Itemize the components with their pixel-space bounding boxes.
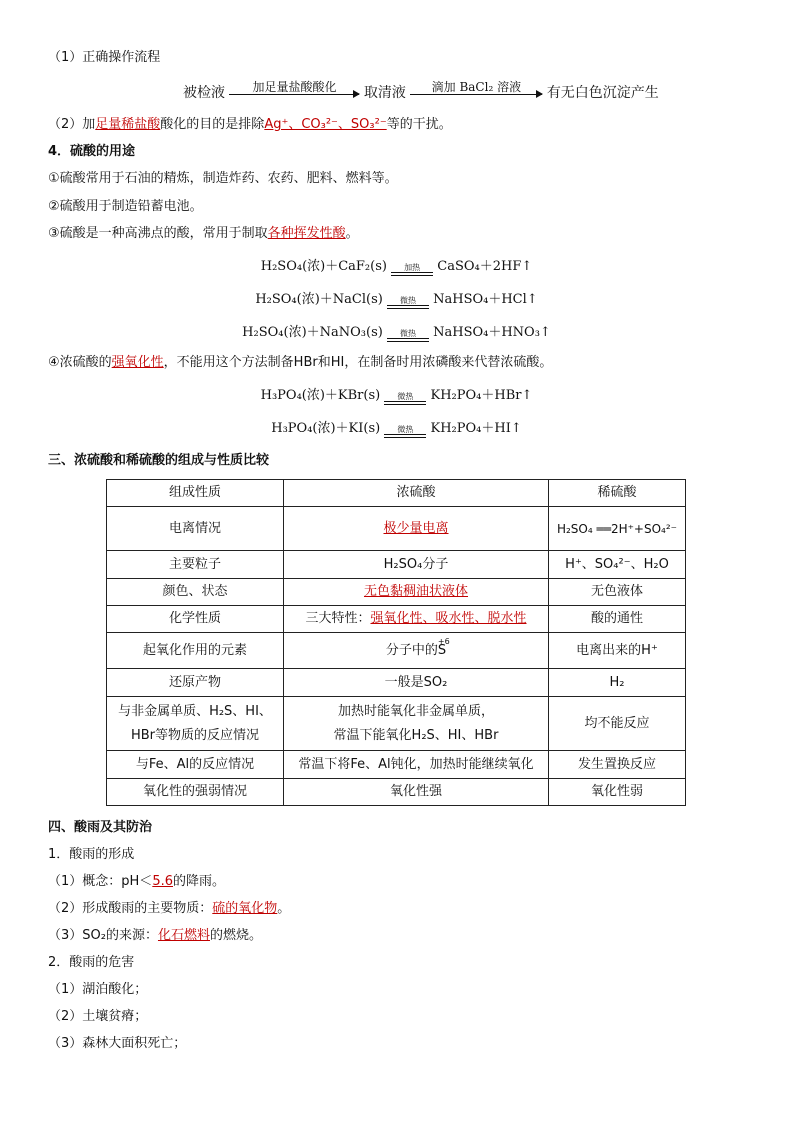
table-cell [284,579,549,606]
table-cell: 与Fe、Al的反应情况 [107,751,284,779]
l3-highlight: 化石燃料 [157,928,210,943]
operation-flow [183,80,659,102]
highlight-text: 强氧化性、吸水性、脱水性 [370,611,527,626]
eq2-condition: 微热 [399,296,416,305]
comparison-table [106,479,686,806]
eq3-condition: 微热 [399,329,416,338]
harm-item-2: （2）土壤贫瘠； [48,1009,148,1024]
item3-highlight: 各种挥发性酸 [267,226,346,241]
table-row [107,507,686,551]
eq5-right: KH₂PO₄＋HI↑ [430,421,522,436]
eq-bar [391,272,433,273]
use-item-4 [48,354,552,372]
table-cell [284,606,549,633]
eq5-left: H₃PO₄(浓)＋KI(s) [271,421,381,436]
header-cell: 稀硫酸 [549,480,686,507]
formation-item-2 [48,900,290,918]
table-cell [107,697,284,751]
use-item-3 [48,225,359,243]
table-row [107,579,686,606]
table-cell [284,507,549,551]
eq1-condition: 加热 [404,263,421,272]
table-cell: 氧化性的强弱情况 [107,779,284,806]
use-item-2: ②硫酸用于制造铅蓄电池。 [48,199,203,214]
equation-4 [0,387,793,405]
l1-pre: （1）概念：pH＜ [48,874,153,889]
step1-text: （1）正确操作流程 [48,50,161,65]
cell-line: 与非金属单质、H₂S、HI、 [118,703,272,719]
item3-pre: ③硫酸是一种高沸点的酸，常用于制取 [48,226,268,241]
eq5-arrow [384,425,426,438]
eq3-right: NaHSO₄＋HNO₃↑ [433,325,551,340]
table-cell: 发生置换反应 [549,751,686,779]
item3-post: 。 [345,226,359,241]
table-cell [284,697,549,751]
table-cell: 无色液体 [549,579,686,606]
flow-arrow-1-label: 加足量盐酸酸化 [252,80,337,94]
eq-bar [387,341,429,342]
eq-bar [384,404,426,405]
oxidation-number: +6 [437,636,450,646]
table-cell [284,633,549,669]
eq2-right: NaHSO₄＋HCl↑ [433,292,538,307]
highlight-text: 极少量电离 [383,520,449,536]
table-row [107,606,686,633]
equation-2 [0,291,793,309]
table-row [107,751,686,779]
table-cell: 电离出来的H⁺ [549,633,686,669]
step2-text [48,116,452,134]
l2-post: 。 [277,901,291,916]
eq-bar [387,305,429,306]
table-cell: 主要粒子 [107,551,284,579]
section-4-title: 4．硫酸的用途 [48,144,136,159]
table-cell: 起氧化作用的元素 [107,633,284,669]
item4-highlight: 强氧化性 [111,355,164,370]
l3-pre: （3）SO₂的来源： [48,928,158,943]
oxidation-state [437,636,450,660]
table-cell: 一般是SO₂ [284,669,549,697]
table-cell: 电离情况 [107,507,284,551]
l3-post: 的燃烧。 [209,928,262,943]
table-cell: H⁺、SO₄²⁻、H₂O [549,551,686,579]
cell-pre: 三大特性： [305,611,371,626]
table-cell: 酸的通性 [549,606,686,633]
eq-bar [387,338,429,339]
table-cell: 还原产物 [107,669,284,697]
eq2-left: H₂SO₄(浓)＋NaCl(s) [255,292,383,307]
harm-item-1: （1）湖泊酸化； [48,982,148,997]
l2-pre: （2）形成酸雨的主要物质： [48,901,213,916]
highlight-text: 无色黏稠油状液体 [363,584,468,599]
flow-arrow-2 [410,80,542,102]
acid-rain-harm: 2．酸雨的危害 [48,955,135,970]
l2-highlight: 硫的氧化物 [212,901,278,916]
arrow-right-icon [229,94,359,95]
eq4-right: KH₂PO₄＋HBr↑ [430,388,533,403]
eq4-left: H₃PO₄(浓)＋KBr(s) [260,388,381,403]
eq-bar [387,308,429,309]
flow-end: 有无白色沉淀产生 [546,85,659,101]
eq4-arrow [384,392,426,405]
section-acid-rain-title: 四、酸雨及其防治 [48,820,153,835]
header-cell: 组成性质 [107,480,284,507]
step2-mid: 酸化的目的是排除 [160,117,265,132]
eq-bar [391,275,433,276]
table-cell: H₂SO₄ ══2H⁺+SO₄²⁻ [549,507,686,551]
header-cell: 浓硫酸 [284,480,549,507]
eq-bar [384,437,426,438]
eq1-arrow [391,263,433,276]
equation-5 [0,420,793,438]
step2-ions: Ag⁺、CO₃²⁻、SO₃²⁻ [264,117,387,132]
cell-line: 加热时能氧化非金属单质， [337,703,494,719]
table-cell: 均不能反应 [549,697,686,751]
step2-post: 等的干扰。 [386,117,452,132]
eq3-arrow [387,329,429,342]
formation-item-1 [48,873,225,891]
eq2-arrow [387,296,429,309]
table-cell: H₂ [549,669,686,697]
step2-pre: （2）加 [48,117,96,132]
l1-post: 的降雨。 [173,874,226,889]
table-row [107,551,686,579]
equation-3 [0,324,793,342]
item4-post: ，不能用这个方法制备HBr和HI，在制备时用浓磷酸来代替浓硫酸。 [163,355,553,370]
item4-pre: ④浓硫酸的 [48,355,112,370]
flow-mid: 取清液 [363,85,406,101]
eq-bar [384,401,426,402]
table-cell: H₂SO₄分子 [284,551,549,579]
table-cell: 氧化性弱 [549,779,686,806]
eq-bar [384,434,426,435]
acid-rain-formation: 1．酸雨的形成 [48,847,135,862]
table-cell: 常温下将Fe、Al钝化，加热时能继续氧化 [284,751,549,779]
element-symbol: S [437,642,447,658]
table-cell: 化学性质 [107,606,284,633]
harm-item-3: （3）森林大面积死亡； [48,1036,187,1051]
eq5-condition: 微热 [397,425,414,434]
eq3-left: H₂SO₄(浓)＋NaNO₃(s) [242,325,383,340]
flow-arrow-2-label: 滴加 BaCl₂ 溶液 [431,80,522,94]
arrow-right-icon [410,94,542,95]
equation-1 [0,258,793,276]
table-row [107,697,686,751]
use-item-1: ①硫酸常用于石油的精炼，制造炸药、农药、肥料、燃料等。 [48,171,398,186]
cell-line: HBr等物质的反应情况 [130,727,260,743]
formation-item-3 [48,927,262,945]
table-cell: 颜色、状态 [107,579,284,606]
flow-start: 被检液 [183,85,225,101]
eq1-right: CaSO₄＋2HF↑ [437,259,533,274]
table-row [107,669,686,697]
cell-line: 常温下能氧化H₂S、HI、HBr [333,727,499,743]
flow-arrow-1 [229,80,359,102]
table-row [107,779,686,806]
table-row [107,633,686,669]
cell-text: 分子中的 [385,642,438,658]
step2-highlight: 足量稀盐酸 [95,117,161,132]
l1-highlight: 5.6 [152,874,173,889]
section-3-title: 三、浓硫酸和稀硫酸的组成与性质比较 [48,453,270,468]
eq4-condition: 微热 [397,392,414,401]
table-header-row [107,480,686,507]
table-cell: 氧化性强 [284,779,549,806]
eq1-left: H₂SO₄(浓)＋CaF₂(s) [260,259,387,274]
